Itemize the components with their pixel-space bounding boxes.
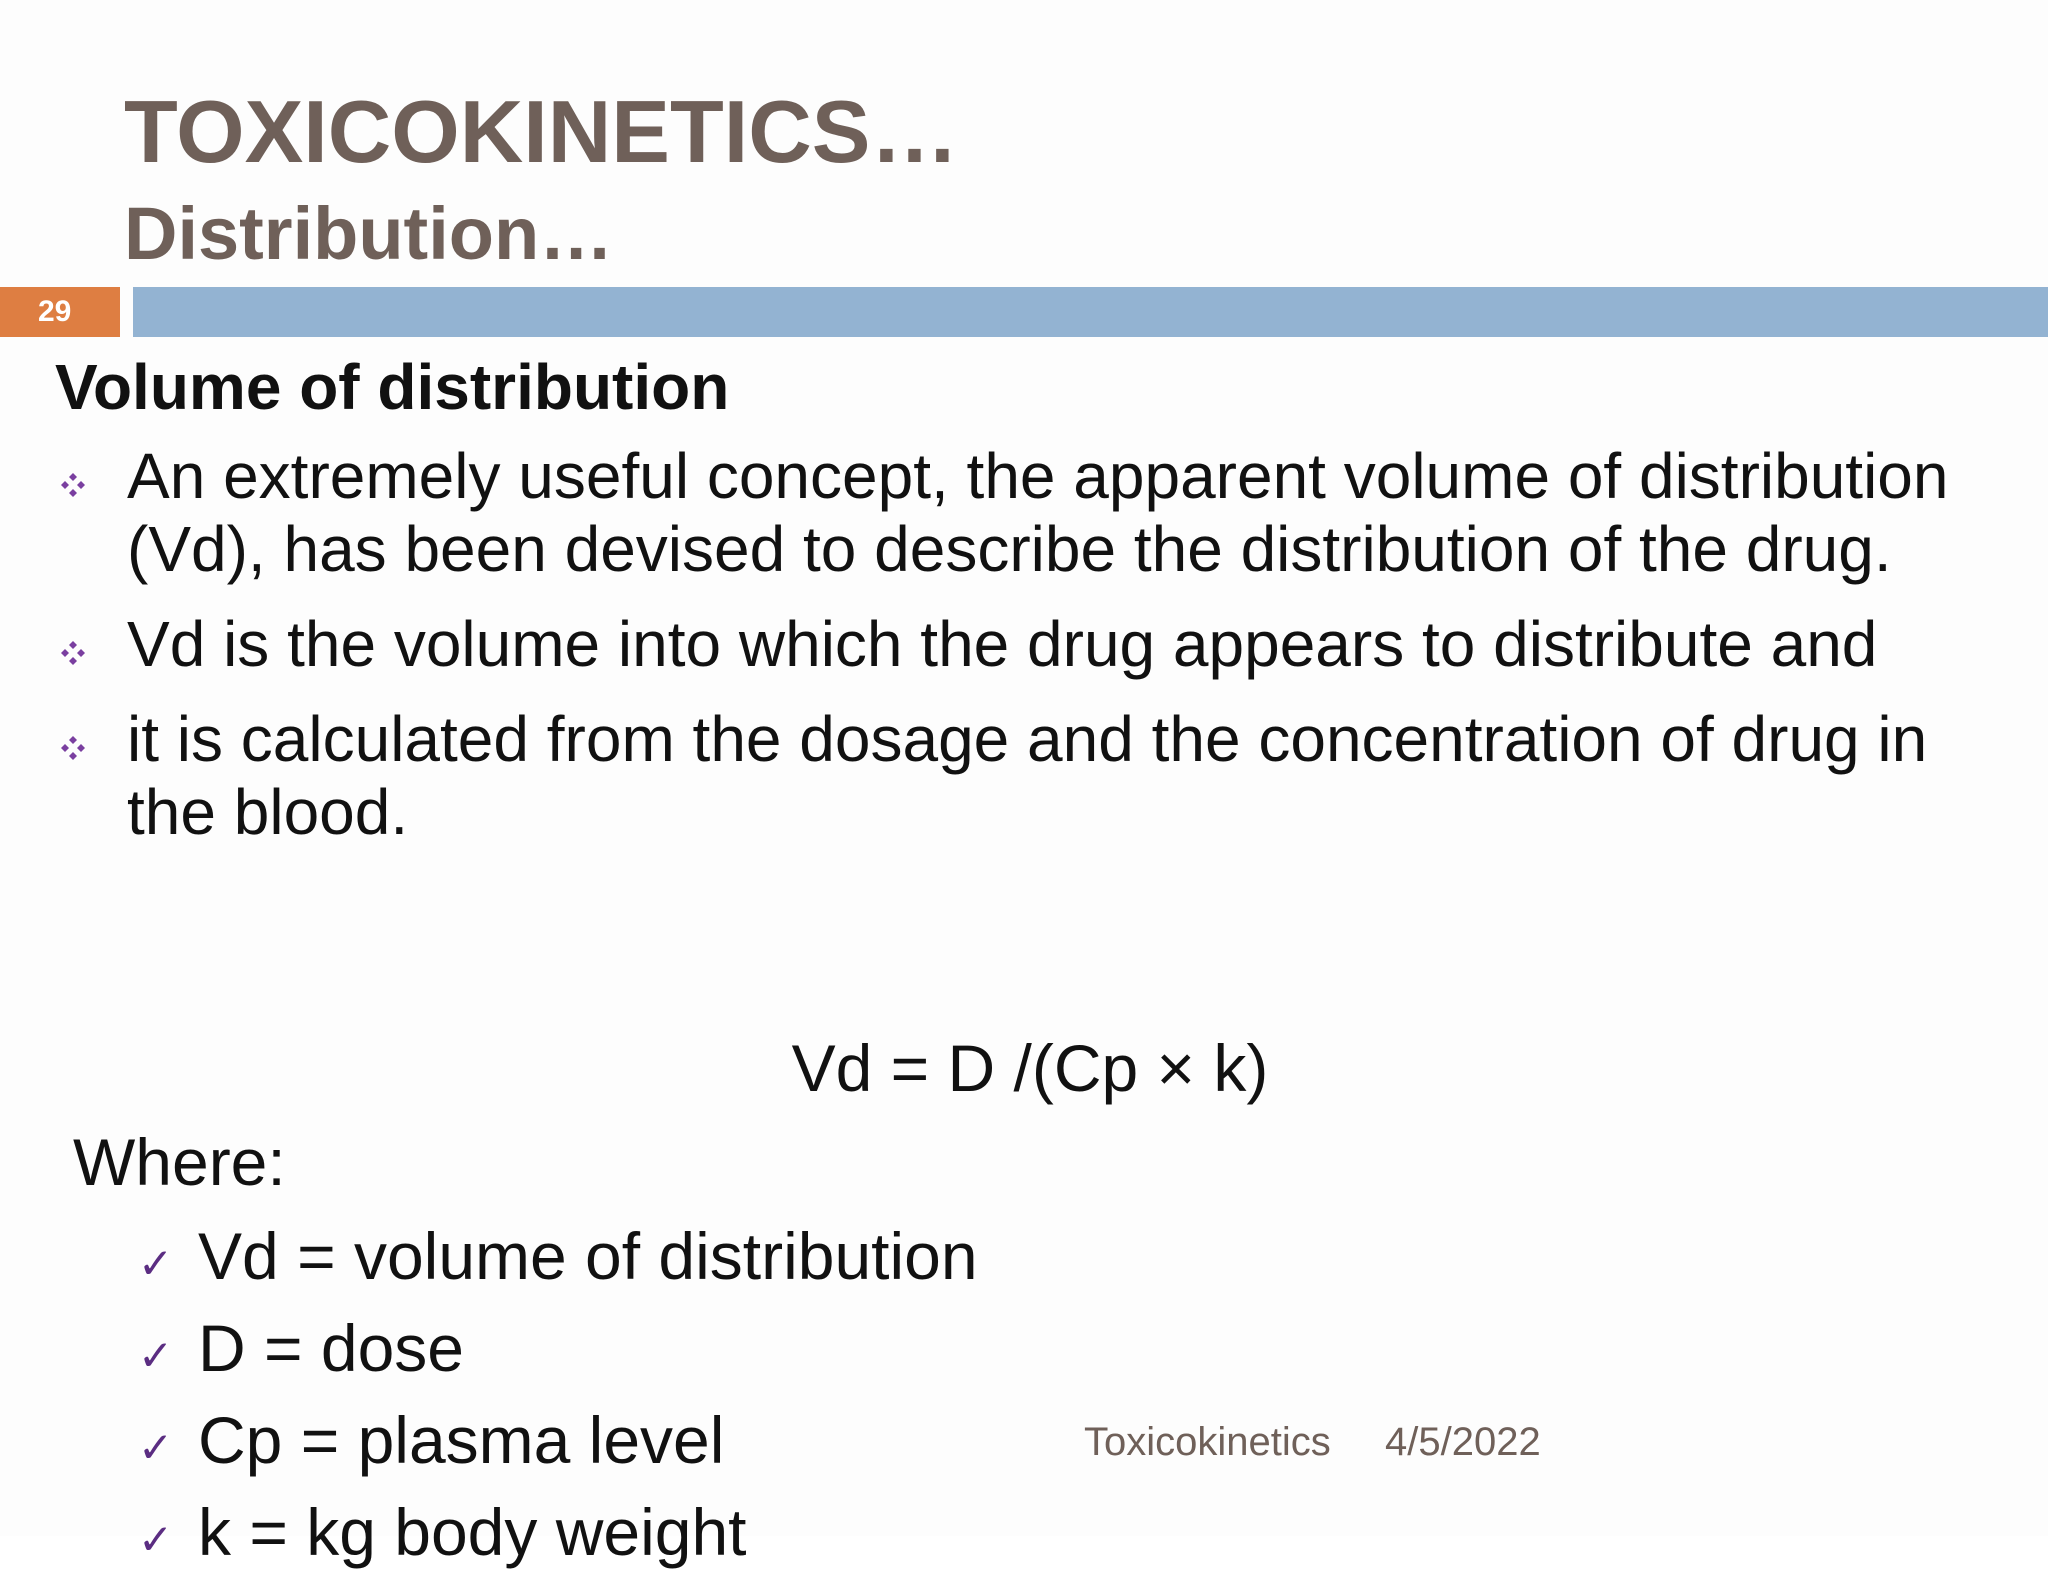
title-divider-bar: [133, 287, 2048, 337]
list-item: [0, 608, 2048, 681]
slide-number-badge: 29: [0, 287, 120, 337]
list-item: [0, 1494, 978, 1586]
slide-subtitle: Distribution…: [124, 192, 614, 275]
bullet-text: it is calculated from the dosage and the concentration of drug in the blood.: [127, 703, 1928, 848]
footer-date: 4/5/2022: [1385, 1420, 1541, 1464]
definition-text: k = kg body weight: [198, 1495, 747, 1569]
checkmark-icon: ✓: [138, 1331, 174, 1380]
checkmark-icon: ✓: [138, 1423, 174, 1472]
list-item: [0, 1402, 978, 1494]
list-item: [0, 1310, 978, 1402]
footer-title: Toxicokinetics: [1084, 1420, 1331, 1464]
definition-text: Cp = plasma level: [198, 1403, 725, 1477]
definition-list: [0, 1218, 978, 1586]
list-item: [0, 1218, 978, 1310]
list-item: [0, 440, 2048, 586]
definition-text: D = dose: [198, 1311, 464, 1385]
bullet-list: [0, 440, 2048, 871]
bullet-text: An extremely useful concept, the apparent volume of distribution (Vd), has been devised to describe the distribution of the drug.: [127, 440, 1949, 585]
list-item: [0, 703, 2048, 849]
checkmark-icon: ✓: [138, 1515, 174, 1564]
slide-title: TOXICOKINETICS…: [124, 82, 959, 181]
formula: Vd = D /(Cp × k): [791, 1031, 1269, 1105]
bullet-text: Vd is the volume into which the drug appears to distribute and: [127, 608, 1878, 680]
where-label: Where:: [73, 1125, 286, 1199]
four-diamond-bullet-icon: [58, 470, 88, 500]
section-heading: Volume of distribution: [55, 351, 730, 423]
four-diamond-bullet-icon: [58, 733, 88, 763]
checkmark-icon: ✓: [138, 1239, 174, 1288]
four-diamond-bullet-icon: [58, 638, 88, 668]
definition-text: Vd = volume of distribution: [198, 1219, 978, 1293]
